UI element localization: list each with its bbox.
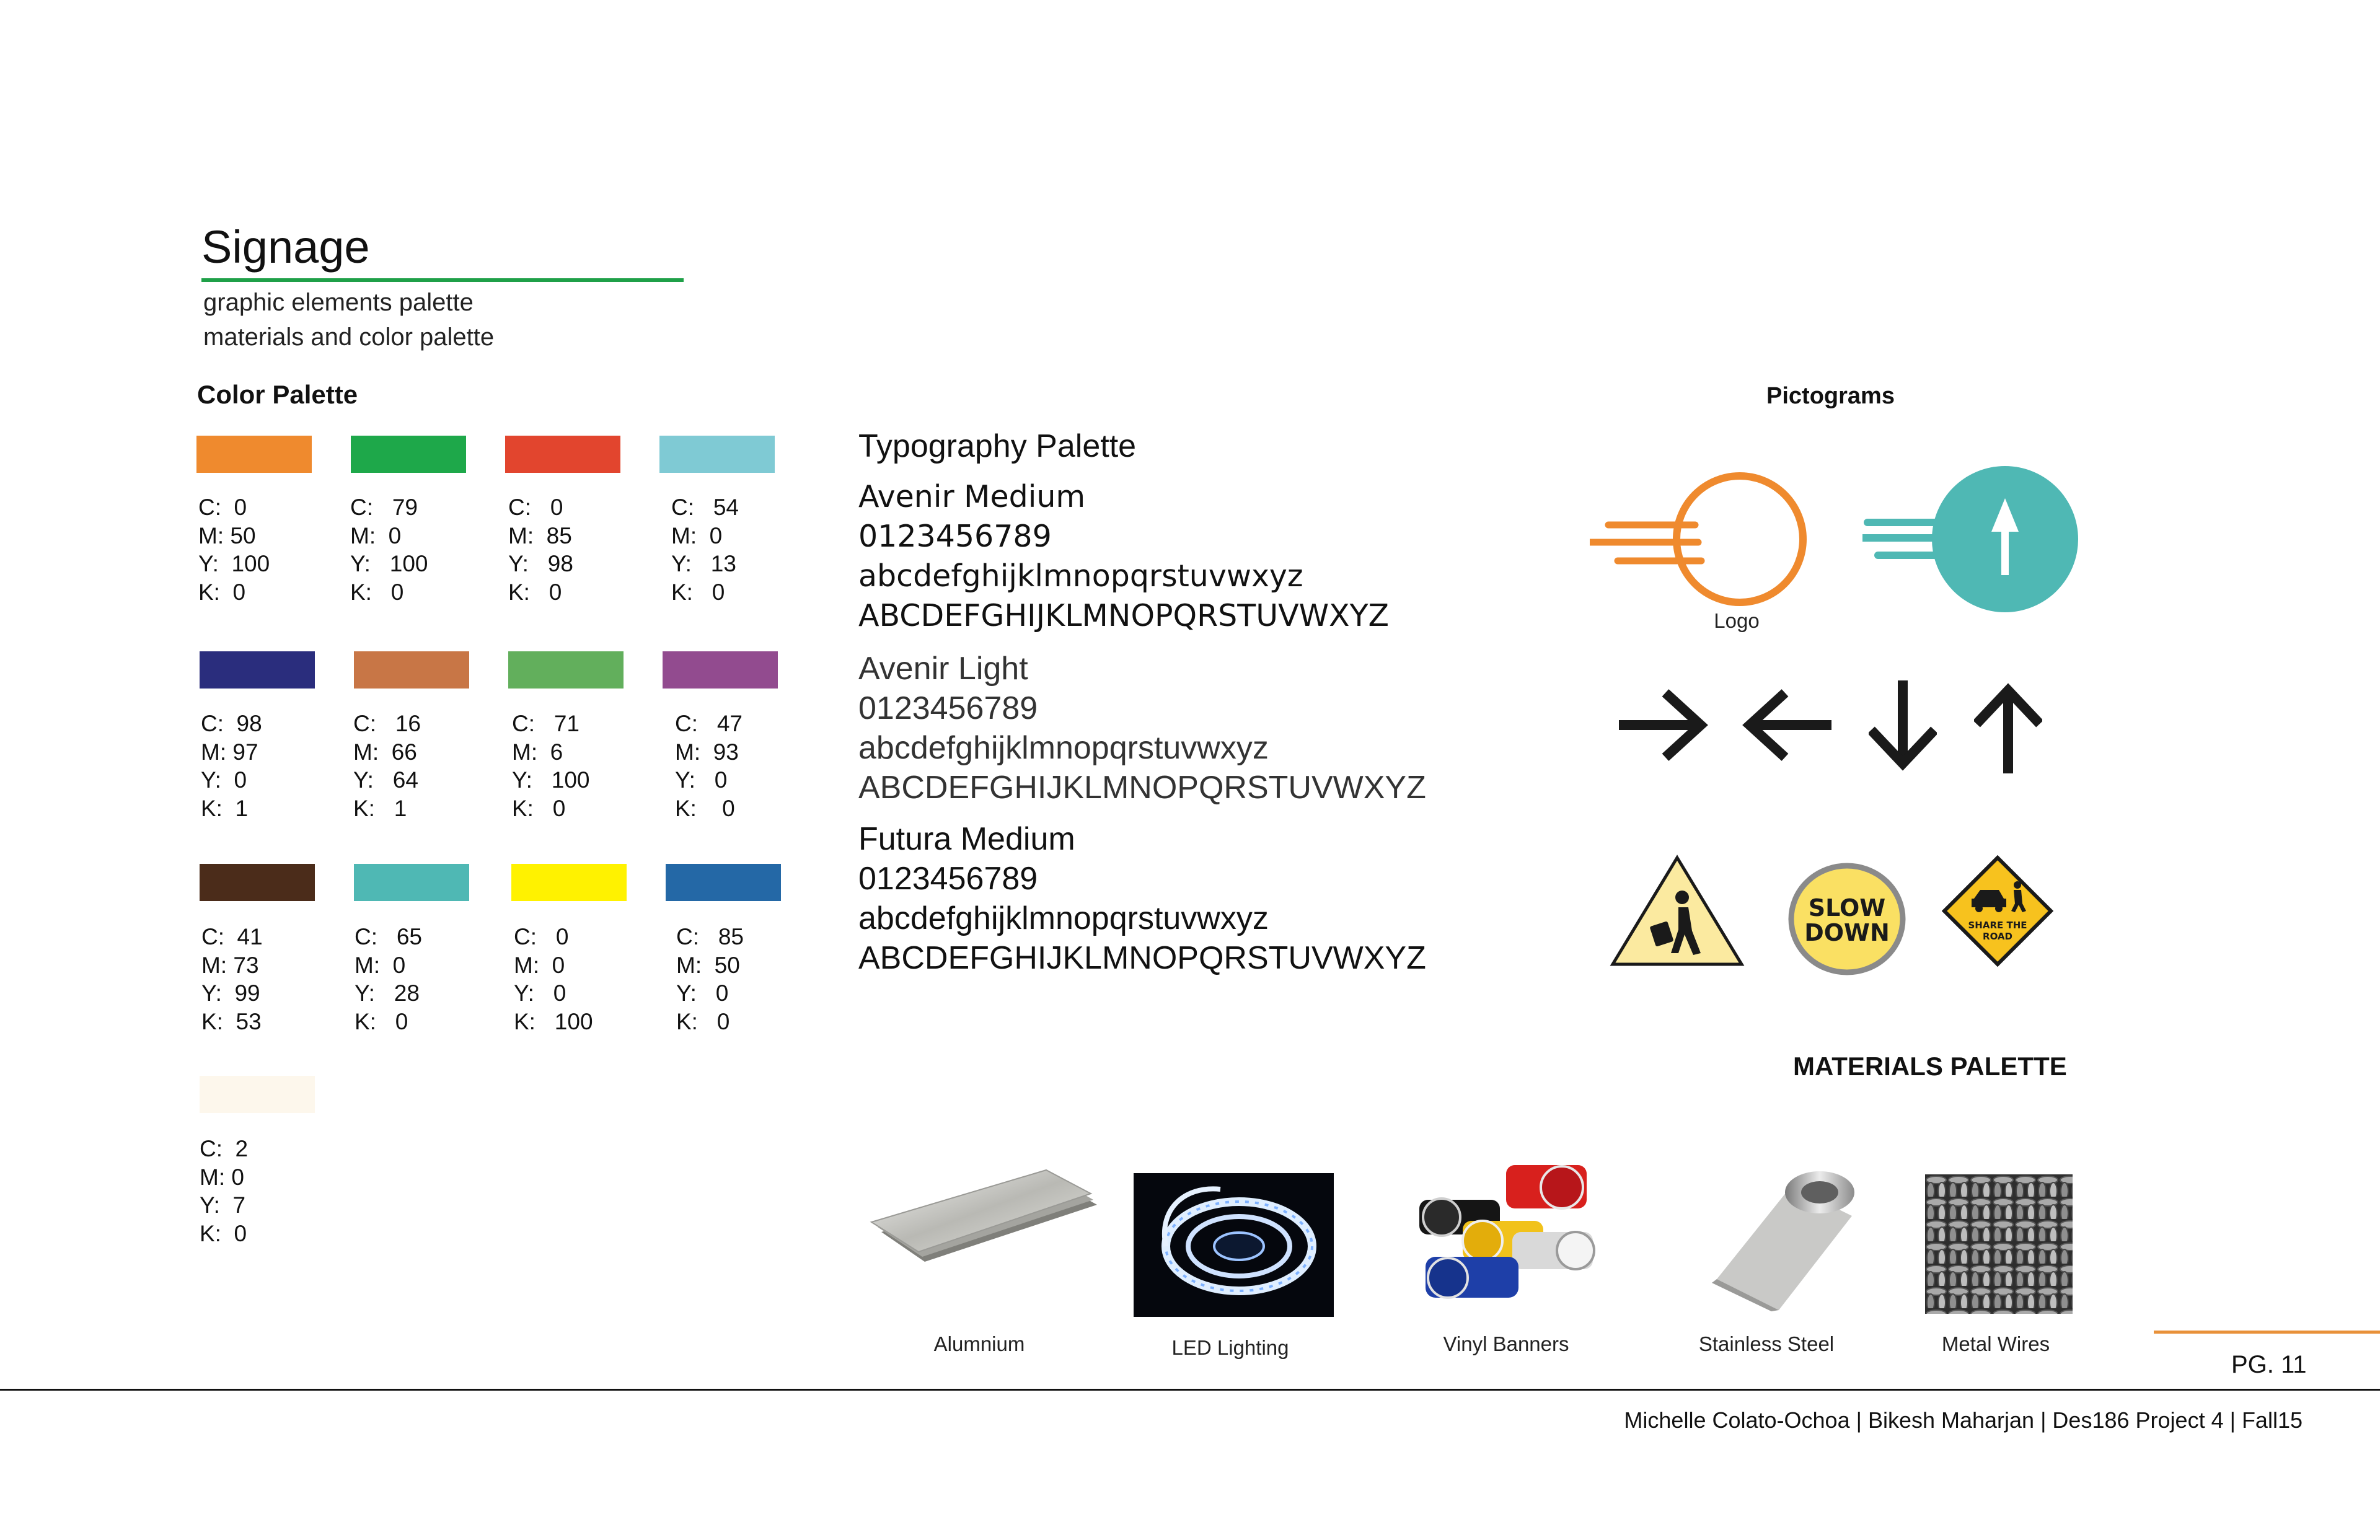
font-lowercase: abcdefghijklmnopqrstuvwxyz	[858, 558, 1303, 594]
font-lowercase: abcdefghijklmnopqrstuvwxyz	[858, 900, 1269, 936]
page-number: PG. 11	[2231, 1351, 2307, 1378]
cmyk-values: C: 41 M: 73 Y: 99 K: 53	[201, 924, 263, 1034]
color-swatch	[663, 651, 778, 689]
direction-up-circle-icon	[1862, 464, 2086, 615]
material-label-aluminium: Alumnium	[933, 1332, 1025, 1355]
logo-pictogram	[1590, 468, 1819, 610]
arrow-up-icon	[1974, 680, 2042, 773]
vinyl-banners-image	[1413, 1164, 1599, 1313]
cmyk-values: C: 98 M: 97 Y: 0 K: 1	[201, 711, 262, 821]
cmyk-values: C: 0 M: 50 Y: 100 K: 0	[198, 495, 270, 605]
color-swatch	[508, 651, 624, 689]
slow-down-line-1: SLOW	[1808, 894, 1886, 922]
color-swatch	[666, 864, 781, 901]
cmyk-values: C: 47 M: 93 Y: 0 K: 0	[675, 711, 743, 821]
material-label-vinyl-banners: Vinyl Banners	[1443, 1332, 1569, 1355]
cmyk-values: C: 54 M: 0 Y: 13 K: 0	[671, 495, 739, 605]
share-the-road-line-2: ROAD	[1983, 931, 2012, 942]
cmyk-values: C: 0 M: 0 Y: 0 K: 100	[514, 924, 593, 1034]
slow-down-line-2: DOWN	[1804, 919, 1890, 946]
metal-wires-image	[1925, 1174, 2073, 1314]
footer-credit: Michelle Colato-Ochoa | Bikesh Maharjan | Des186 Project 4 | Fall15	[1624, 1407, 2303, 1433]
arrow-down-icon	[1869, 680, 1937, 773]
color-swatch	[511, 864, 627, 901]
color-swatch	[200, 651, 315, 689]
color-swatch	[200, 864, 315, 901]
font-name: Avenir Light	[858, 651, 1028, 687]
stainless-steel-image	[1698, 1168, 1859, 1313]
share-the-road-sign-icon	[1942, 855, 2053, 967]
color-swatch	[354, 651, 469, 689]
color-swatch	[351, 436, 466, 473]
pictograms-heading: Pictograms	[1766, 383, 1895, 409]
page-title: Signage	[201, 221, 370, 273]
led-lighting-image	[1134, 1173, 1334, 1317]
cmyk-values: C: 0 M: 85 Y: 98 K: 0	[508, 495, 573, 605]
material-label-metal-wires: Metal Wires	[1941, 1332, 2050, 1355]
aluminium-image	[866, 1168, 1097, 1291]
title-underline	[201, 278, 684, 282]
font-digits: 0123456789	[858, 861, 1038, 897]
color-palette-heading: Color Palette	[197, 380, 358, 409]
font-lowercase: abcdefghijklmnopqrstuvwxyz	[858, 730, 1269, 766]
share-the-road-line-1: SHARE THE	[1968, 920, 2027, 931]
page-accent-rule	[2154, 1331, 2380, 1334]
font-digits: 0123456789	[858, 690, 1038, 726]
cmyk-values: C: 79 M: 0 Y: 100 K: 0	[350, 495, 428, 605]
arrow-left-icon	[1739, 688, 1831, 762]
logo-caption: Logo	[1714, 609, 1760, 632]
color-swatch	[196, 436, 312, 473]
font-sample-avenir-light	[858, 649, 1426, 807]
pedestrian-warning-icon	[1609, 854, 1745, 969]
font-uppercase: ABCDEFGHIJKLMNOPQRSTUVWXYZ	[858, 598, 1390, 633]
font-uppercase: ABCDEFGHIJKLMNOPQRSTUVWXYZ	[858, 940, 1426, 976]
font-sample-futura-medium	[858, 819, 1426, 978]
cmyk-values: C: 2 M: 0 Y: 7 K: 0	[200, 1136, 249, 1246]
color-swatch	[200, 1076, 315, 1113]
subtitle-line-2: materials and color palette	[203, 323, 495, 351]
cmyk-values: C: 16 M: 66 Y: 64 K: 1	[353, 711, 421, 821]
footer-divider	[0, 1389, 2380, 1391]
typography-heading: Typography Palette	[858, 428, 1137, 464]
cmyk-values: C: 65 M: 0 Y: 28 K: 0	[355, 924, 422, 1034]
color-swatch	[354, 864, 469, 901]
subtitle-line-1: graphic elements palette	[203, 289, 474, 316]
color-swatch	[505, 436, 620, 473]
cmyk-values: C: 71 M: 6 Y: 100 K: 0	[512, 711, 590, 821]
font-uppercase: ABCDEFGHIJKLMNOPQRSTUVWXYZ	[858, 770, 1426, 806]
slow-down-sign-icon	[1787, 863, 1906, 975]
material-label-led-lighting: LED Lighting	[1171, 1336, 1289, 1359]
materials-heading: MATERIALS PALETTE	[1793, 1052, 2067, 1081]
font-sample-avenir-medium	[858, 477, 1389, 636]
cmyk-values: C: 85 M: 50 Y: 0 K: 0	[676, 924, 744, 1034]
arrow-right-icon	[1619, 688, 1712, 762]
material-label-stainless-steel: Stainless Steel	[1698, 1332, 1835, 1355]
font-digits: 0123456789	[858, 519, 1052, 554]
font-name: Futura Medium	[858, 821, 1075, 857]
font-name: Avenir Medium	[858, 479, 1086, 514]
color-swatch	[659, 436, 775, 473]
